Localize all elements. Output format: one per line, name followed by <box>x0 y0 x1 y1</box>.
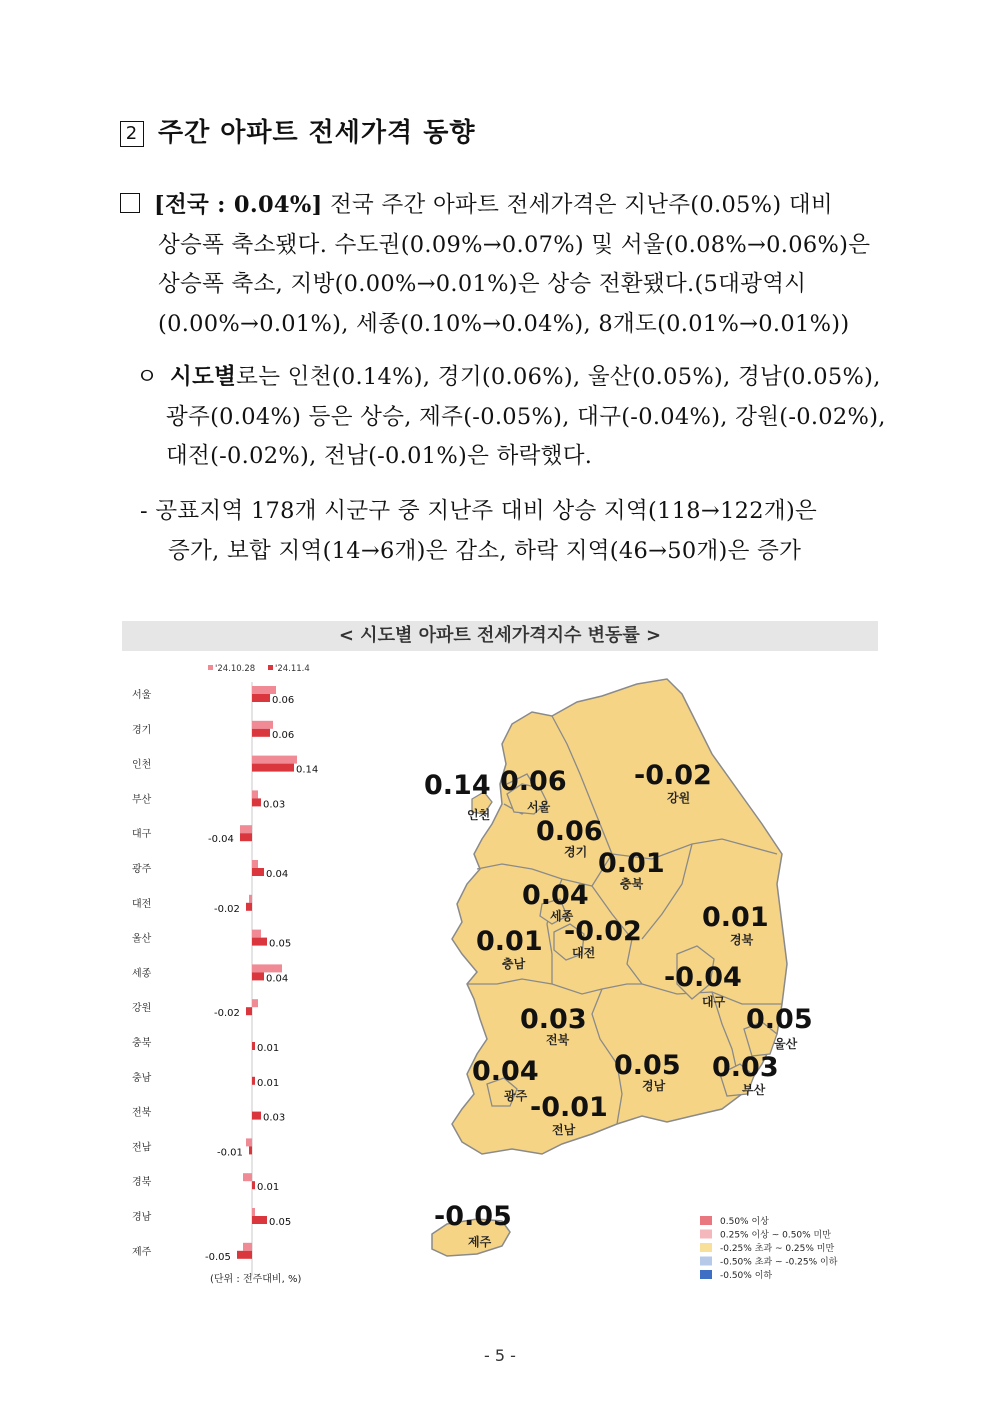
chart-category-label: 충북 <box>132 1038 152 1049</box>
map-region-value: 0.05 <box>746 1004 813 1035</box>
chart-unit-note: (단위 : 전주대비, %) <box>210 1274 302 1285</box>
map-region-value: 0.05 <box>614 1050 681 1081</box>
map-region-value: 0.03 <box>520 1004 587 1035</box>
chart-data-label: 0.06 <box>272 729 295 741</box>
chart-data-label: 0.04 <box>266 869 289 880</box>
map-region-value: 0.06 <box>500 766 567 797</box>
map-region-value: 0.06 <box>536 816 603 847</box>
chart-bar <box>240 833 252 841</box>
chart-legend-label: '24.11.4 <box>275 664 310 674</box>
chart-bar <box>252 729 270 737</box>
map-region-value: -0.02 <box>634 760 712 791</box>
chart-bar <box>237 1251 252 1259</box>
chart-data-label: 0.05 <box>269 938 292 950</box>
paragraph2-line2: 광주(0.04%) 등은 상승, 제주(-0.05%), 대구(-0.04%), 강원(-0.02%), <box>166 403 886 430</box>
map-region-name: 대구 <box>702 995 726 1009</box>
map-region-name: 전남 <box>552 1123 576 1137</box>
map-region-name: 대전 <box>572 946 596 960</box>
chart-data-label: -0.05 <box>205 1251 231 1263</box>
chart-bar <box>252 964 282 972</box>
chart-bar <box>252 790 258 798</box>
chart-bar <box>252 938 267 946</box>
by-region-label: 시도별 <box>170 364 237 390</box>
chart-bar <box>243 1243 252 1251</box>
chart-data-label: 0.14 <box>296 764 319 776</box>
chart-category-label: 인천 <box>132 759 152 771</box>
chart-bar <box>252 1216 267 1224</box>
chart-bar <box>249 1146 252 1154</box>
map-region-name: 서울 <box>527 800 551 814</box>
paragraph2-line3: 대전(-0.02%), 전남(-0.01%)은 하락했다. <box>166 443 593 469</box>
figure-title: < 시도별 아파트 전세가격지수 변동률 > <box>122 621 878 651</box>
map-region-name: 전북 <box>546 1033 570 1047</box>
chart-bar <box>252 868 264 876</box>
chart-bar <box>252 1208 255 1216</box>
chart-category-label: 서울 <box>132 690 152 701</box>
paragraph3-line2: 증가, 보합 지역(14→6개)은 감소, 하락 지역(46→50개)은 증가 <box>168 537 802 564</box>
map-region-value: 0.03 <box>712 1052 779 1083</box>
map-region-name: 광주 <box>504 1089 528 1103</box>
map-legend-swatch <box>700 1230 712 1239</box>
chart-category-label: 전남 <box>132 1142 152 1154</box>
chart-bar <box>252 930 261 938</box>
chart-data-label: 0.03 <box>263 799 286 811</box>
chart-bar <box>240 825 252 833</box>
chart-data-label: 0.04 <box>266 973 289 985</box>
chart-data-label: 0.01 <box>257 1043 280 1054</box>
map-region-value: 0.04 <box>522 880 589 911</box>
paragraph1-line2: 상승폭 축소됐다. 수도권(0.09%→0.07%) 및 서울(0.08%→0.06%)은 <box>158 231 871 258</box>
chart-legend-swatch <box>208 665 213 670</box>
map-legend-swatch <box>700 1270 712 1279</box>
chart-bar <box>252 1077 255 1085</box>
chart-bar <box>252 972 264 980</box>
chart-legend-label: '24.10.28 <box>215 664 256 674</box>
paragraph-district-count <box>140 492 890 571</box>
paragraph3-line1: - 공표지역 178개 시군구 중 지난주 대비 상승 지역(118→122개)은 <box>140 498 818 524</box>
paragraph-national <box>120 186 890 344</box>
map-region-value: 0.14 <box>424 770 491 801</box>
map-region-value: 0.01 <box>476 926 543 957</box>
map-region-name: 충남 <box>502 957 526 971</box>
chart-category-label: 대전 <box>132 898 152 910</box>
chart-bar <box>249 895 252 903</box>
chart-data-label: 0.01 <box>257 1182 280 1194</box>
map-legend-label: -0.50% 이하 <box>720 1271 773 1281</box>
chart-category-label: 부산 <box>132 794 152 806</box>
section-number: 2 <box>120 121 144 147</box>
chart-data-label: -0.02 <box>214 903 240 915</box>
chart-category-label: 경남 <box>132 1212 152 1223</box>
map-legend-label: 0.25% 이상 ~ 0.50% 미만 <box>720 1230 831 1241</box>
map-region-name: 부산 <box>742 1083 766 1097</box>
chart-data-label: -0.04 <box>208 834 234 846</box>
map-legend-label: -0.25% 초과 ~ 0.25% 미만 <box>720 1244 835 1254</box>
chart-category-label: 경북 <box>132 1177 152 1189</box>
chart-bar <box>246 1138 252 1146</box>
chart-bar <box>252 1112 261 1120</box>
chart-category-label: 경기 <box>132 724 152 736</box>
chart-category-label: 전북 <box>132 1107 152 1119</box>
chart-category-label: 강원 <box>132 1003 152 1015</box>
map-legend-swatch <box>700 1216 712 1225</box>
map-region-name: 세종 <box>550 909 574 923</box>
chart-bar <box>246 1007 252 1015</box>
paragraph1-line1: 전국 주간 아파트 전세가격은 지난주(0.05%) 대비 <box>322 192 833 218</box>
map-region-name: 충북 <box>620 877 644 891</box>
chart-data-label: 0.01 <box>257 1077 280 1089</box>
map-region-name: 인천 <box>467 808 491 822</box>
paragraph1-line4: (0.00%→0.01%), 세종(0.10%→0.04%), 8개도(0.01%→0.01%)) <box>158 310 850 337</box>
chart-data-label: 0.06 <box>272 695 295 706</box>
national-label: [전국 : 0.04%] <box>154 192 323 218</box>
chart-category-label: 대구 <box>132 829 152 841</box>
section-title: 주간 아파트 전세가격 동향 <box>158 118 476 148</box>
map-region-value: 0.01 <box>598 848 665 879</box>
chart-data-label: 0.03 <box>263 1112 286 1124</box>
map-region-value: -0.04 <box>664 962 742 993</box>
section-heading <box>120 112 475 149</box>
checkbox-icon <box>120 193 140 213</box>
map-region-value: 0.04 <box>472 1056 539 1087</box>
chart-bar <box>252 860 258 868</box>
chart-data-label: -0.02 <box>214 1008 240 1020</box>
paragraph1-line3: 상승폭 축소, 지방(0.00%→0.01%)은 상승 전환됐다.(5대광역시 <box>158 271 807 297</box>
map-region-name: 제주 <box>468 1235 492 1249</box>
chart-bar <box>252 756 297 764</box>
map-legend-swatch <box>700 1257 712 1266</box>
paragraph-by-region <box>136 358 891 477</box>
chart-category-label: 울산 <box>132 933 152 945</box>
chart-bar <box>252 1181 255 1189</box>
chart-category-label: 충남 <box>132 1072 152 1084</box>
figure-canvas <box>122 654 878 1298</box>
chart-bar <box>252 999 258 1007</box>
map-region-value: -0.01 <box>530 1092 608 1123</box>
map-region-name: 강원 <box>667 791 691 805</box>
chart-bar <box>252 1042 255 1050</box>
map-region-value: -0.02 <box>564 916 642 947</box>
chart-category-label: 세종 <box>132 968 152 980</box>
paragraph2-line1: 로는 인천(0.14%), 경기(0.06%), 울산(0.05%), 경남(0.05%), <box>236 364 881 390</box>
chart-legend-swatch <box>268 665 273 670</box>
map-region-name: 경북 <box>730 933 754 947</box>
chart-bar <box>252 798 261 806</box>
map-region-name: 경기 <box>564 845 588 859</box>
map-region-name: 경남 <box>642 1079 666 1093</box>
map-legend-label: -0.50% 초과 ~ -0.25% 이하 <box>720 1257 838 1268</box>
chart-panel <box>122 654 337 1298</box>
chart-bar <box>252 764 294 772</box>
map-legend-swatch <box>700 1243 712 1252</box>
chart-bar <box>243 1173 252 1181</box>
map-region-name: 울산 <box>774 1037 798 1051</box>
chart-bar <box>252 694 270 702</box>
page-number: - 5 - <box>484 1346 516 1365</box>
chart-category-label: 제주 <box>132 1246 152 1258</box>
map-region-value: 0.01 <box>702 902 769 933</box>
chart-category-label: 광주 <box>132 864 152 875</box>
map-legend-label: 0.50% 이상 <box>720 1217 769 1227</box>
chart-data-label: 0.05 <box>269 1217 292 1228</box>
chart-data-label: -0.01 <box>217 1147 243 1159</box>
map-region-value: -0.05 <box>434 1201 512 1232</box>
chart-bar <box>252 686 276 694</box>
chart-bar <box>252 721 273 729</box>
chart-bar <box>246 903 252 911</box>
figure <box>122 654 878 1298</box>
bullet-icon: ㅇ <box>136 364 159 390</box>
